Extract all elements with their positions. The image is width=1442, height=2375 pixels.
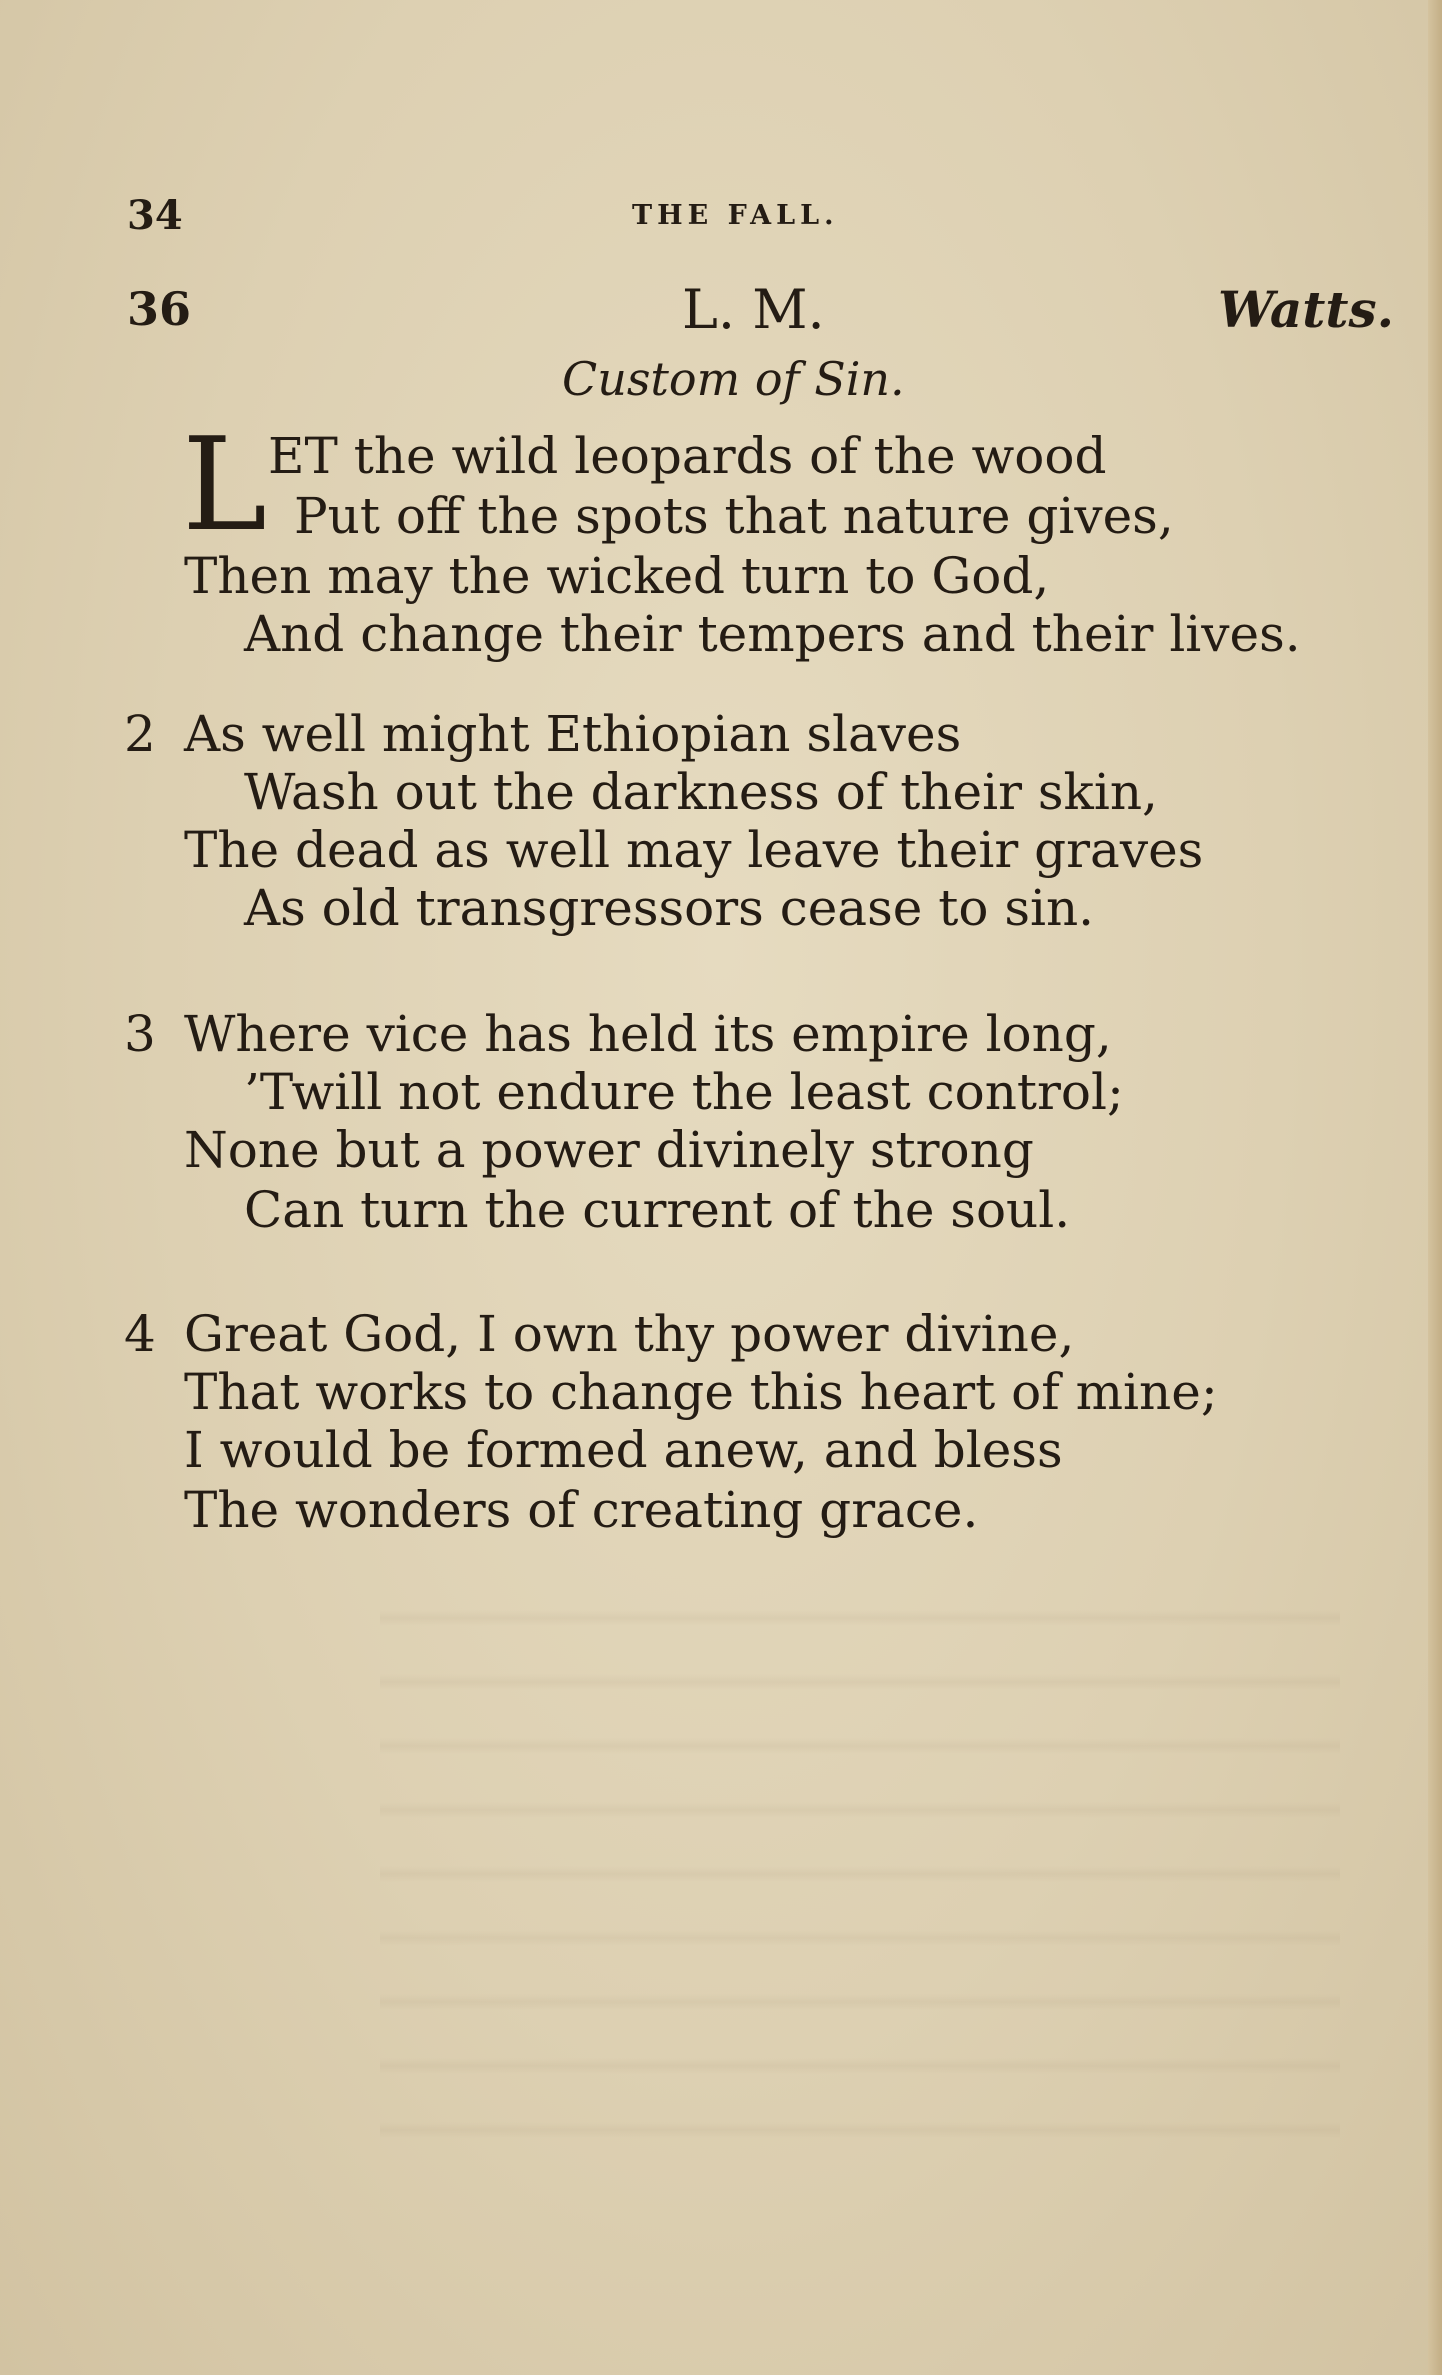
verse-line: And change their tempers and their lives.	[244, 605, 1301, 663]
verse-line: Where vice has held its empire long,	[184, 1005, 1112, 1063]
hymn-author: Watts.	[1218, 280, 1394, 339]
verse-line: I would be formed anew, and bless	[184, 1421, 1063, 1479]
verse-line: Put off the spots that nature gives,	[294, 487, 1174, 545]
verse-line: As well might Ethiopian slaves	[184, 705, 962, 763]
drop-cap: L	[182, 411, 267, 560]
verse-number: 3	[124, 1005, 156, 1063]
verse-line: Then may the wicked turn to God,	[184, 547, 1050, 605]
verse-line: As old transgressors cease to sin.	[244, 879, 1095, 937]
verse-number: 4	[124, 1305, 156, 1363]
verse-line: ’Twill not endure the least control;	[244, 1063, 1124, 1121]
verse-line: Can turn the current of the soul.	[244, 1181, 1071, 1239]
verse-line: None but a power divinely strong	[184, 1121, 1034, 1179]
running-head	[0, 192, 1442, 242]
verse-line: The dead as well may leave their graves	[184, 821, 1204, 879]
hymn-title: Custom of Sin.	[562, 352, 905, 406]
hymn-header	[0, 278, 1442, 348]
page-edge	[1428, 0, 1442, 2375]
page-number: 34	[127, 192, 183, 239]
verse-line: Wash out the darkness of their skin,	[244, 763, 1158, 821]
verse-line: ET the wild leopards of the wood	[268, 427, 1107, 485]
show-through-texture	[380, 1580, 1340, 2140]
verse-line: The wonders of creating grace.	[184, 1481, 979, 1539]
verse-line: Great God, I own thy power divine,	[184, 1305, 1075, 1363]
hymn-meter: L. M.	[682, 278, 825, 341]
running-head-title: THE FALL.	[632, 200, 839, 231]
hymn-number: 36	[127, 282, 192, 336]
verse-number: 2	[124, 705, 156, 763]
verse-line: That works to change this heart of mine;	[184, 1363, 1218, 1421]
